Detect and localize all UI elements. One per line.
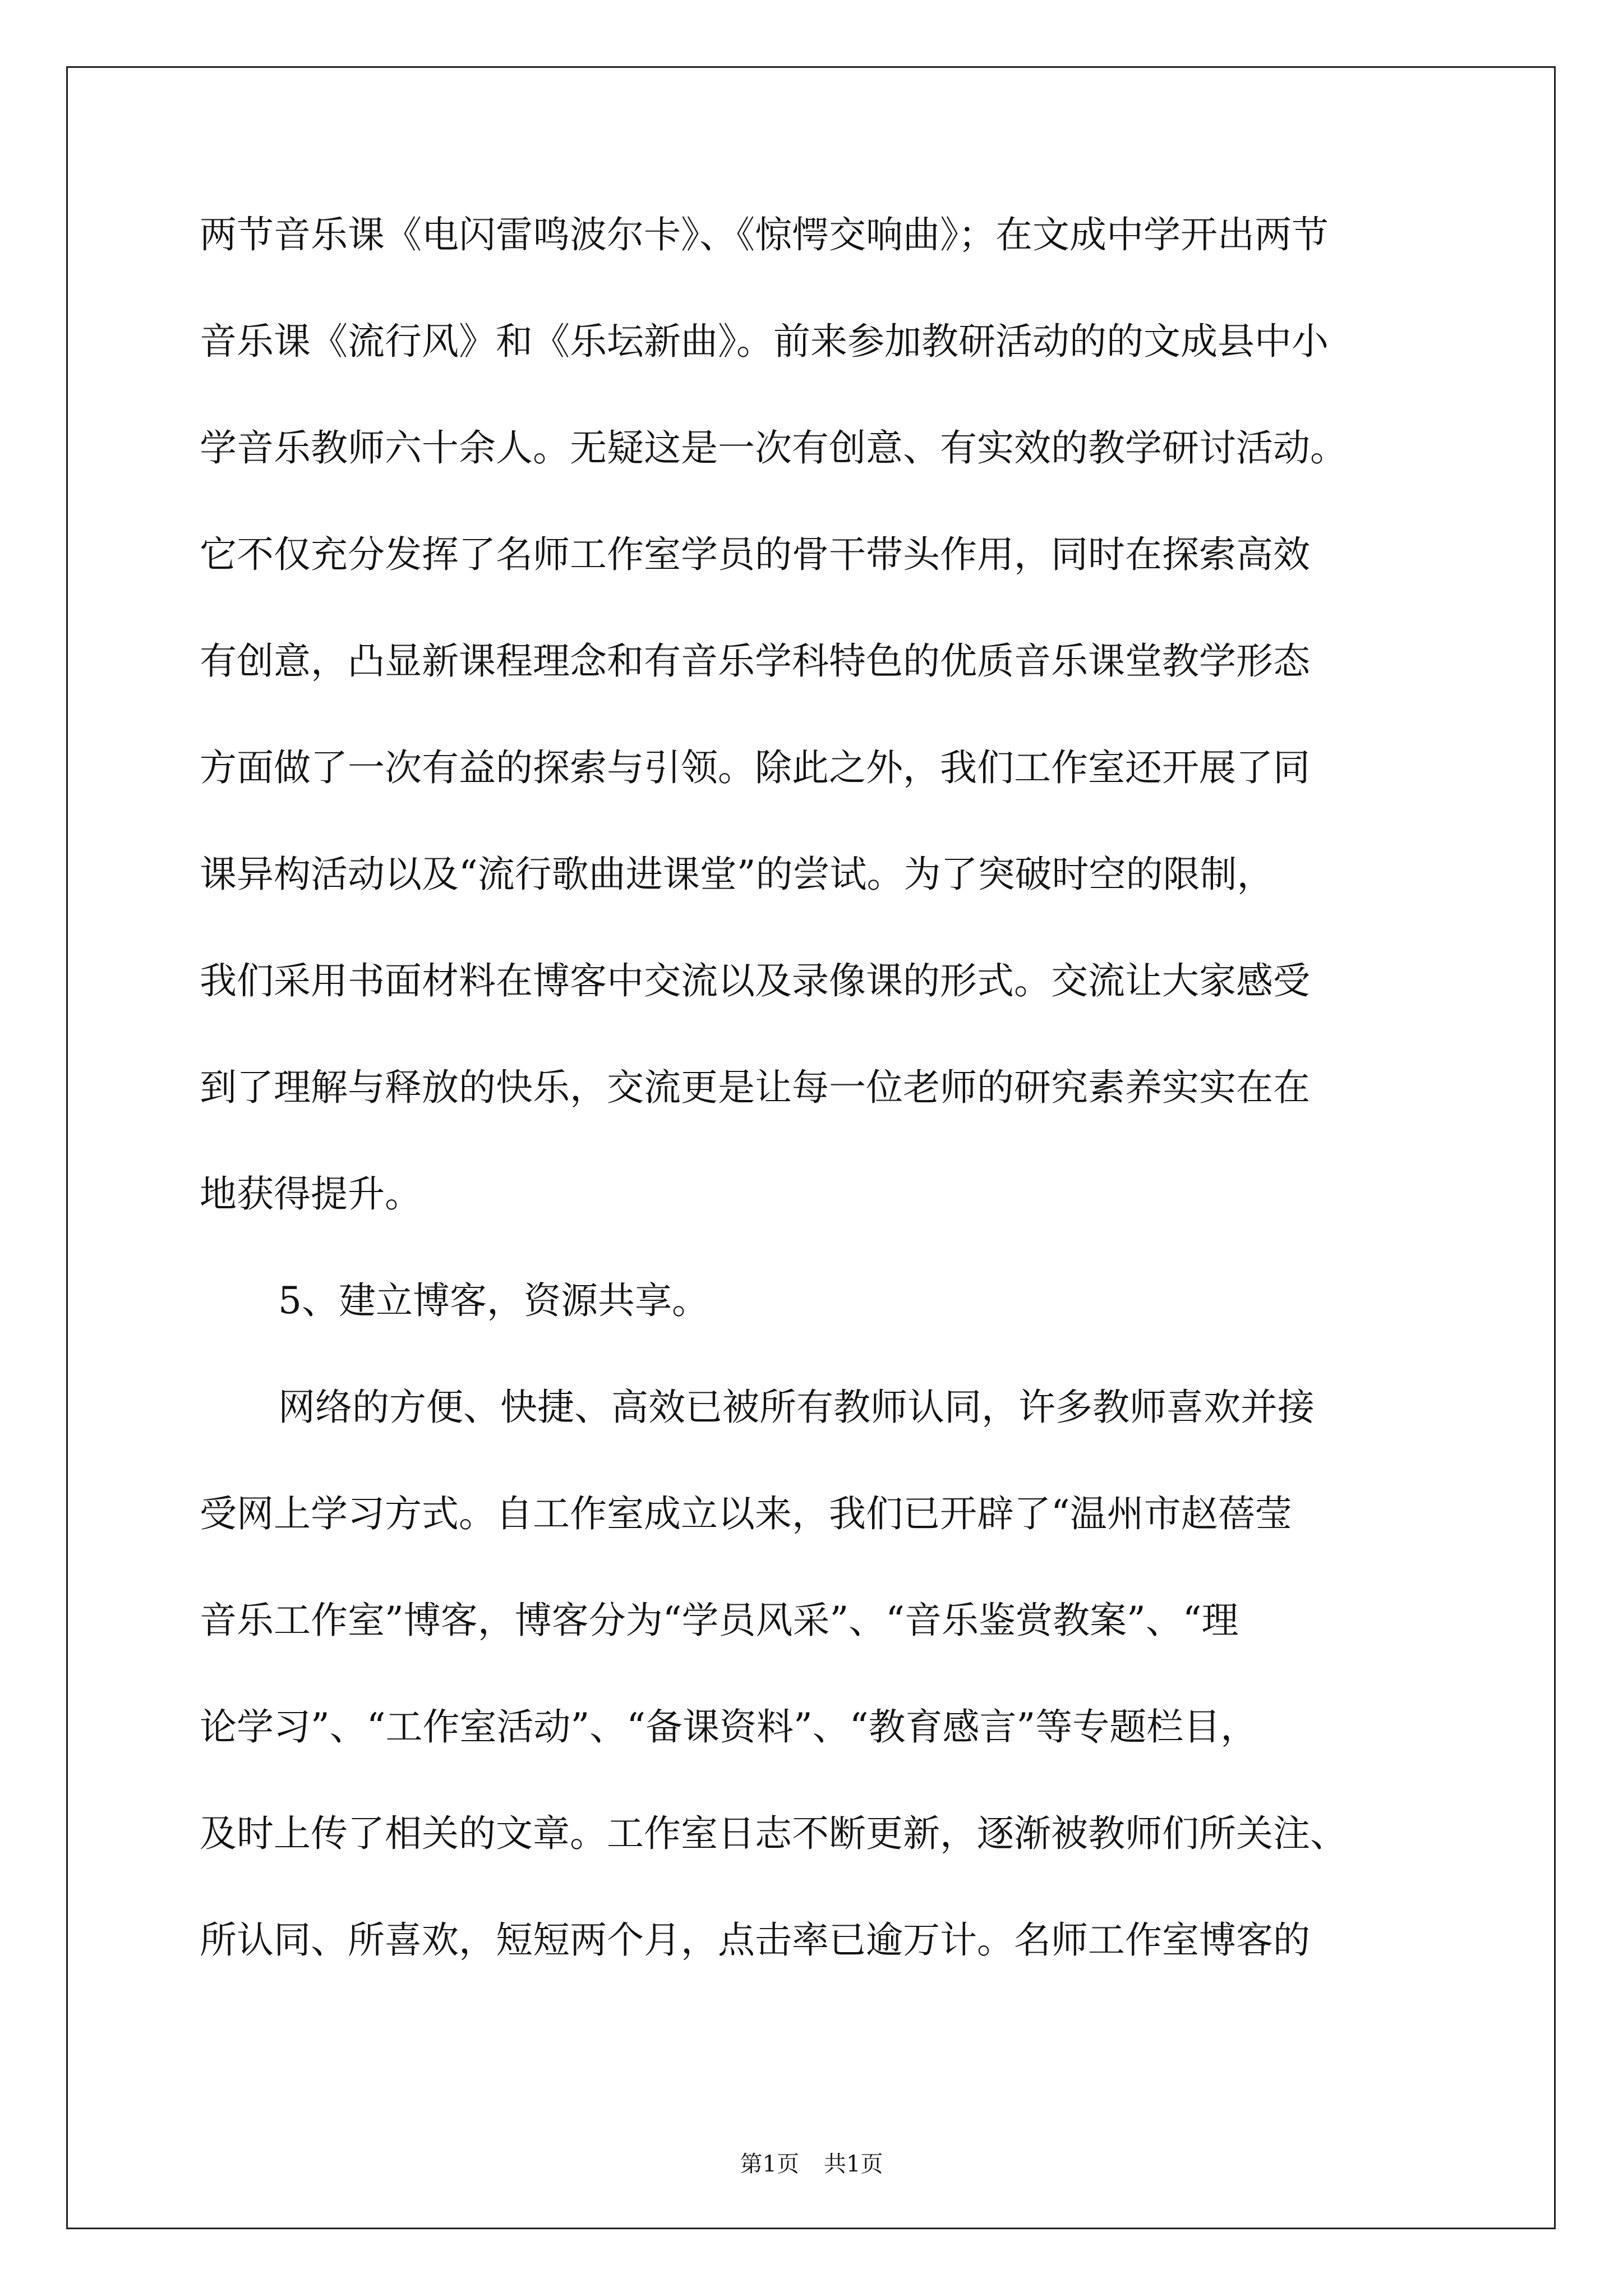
text-line: 我们采用书面材料在博客中交流以及录像课的形式。交流让大家感受: [200, 959, 1310, 1002]
text-line: 学音乐教师六十余人。无疑这是一次有创意、有实效的教学研讨活动。: [200, 426, 1347, 470]
text-line: 受网上学习方式。自工作室成立以来，我们已开辟了“温州市赵蓓莹: [200, 1492, 1292, 1535]
text-line: 音乐工作室”博客，博客分为“学员风采”、“音乐鉴赏教案”、“理: [200, 1599, 1239, 1642]
text-line: 所认同、所喜欢，短短两个月，点击率已逾万计。名师工作室博客的: [200, 1918, 1310, 1962]
text-line: 音乐课《流行风》和《乐坛新曲》。前来参加教研活动的的文成县中小: [200, 320, 1329, 363]
text-line: 它不仅充分发挥了名师工作室学员的骨干带头作用，同时在探索高效: [200, 533, 1310, 576]
text-line: 地获得提升。: [200, 1172, 422, 1216]
page-number-current: 第1页: [740, 2151, 799, 2177]
text-line: 两节音乐课《电闪雷鸣波尔卡》、《惊愕交响曲》；在文成中学开出两节: [200, 213, 1329, 256]
page-number-total: 共1页: [824, 2151, 883, 2177]
text-line: 有创意，凸显新课程理念和有音乐学科特色的优质音乐课堂教学形态: [200, 639, 1310, 683]
page-footer: [0, 2148, 1623, 2180]
text-line: 方面做了一次有益的探索与引领。除此之外，我们工作室还开展了同: [200, 746, 1310, 789]
text-line: 课异构活动以及“流行歌曲进课堂”的尝试。为了突破时空的限制，: [200, 853, 1274, 896]
text-line: 论学习”、“工作室活动”、“备课资料”、“教育感言”等专题栏目，: [200, 1705, 1258, 1749]
page-border: [66, 66, 1556, 2229]
text-line: 网络的方便、快捷、高效已被所有教师认同，许多教师喜欢并接: [278, 1386, 1315, 1429]
text-line: 到了理解与释放的快乐，交流更是让每一位老师的研究素养实实在在: [200, 1066, 1310, 1109]
text-line: 及时上传了相关的文章。工作室日志不断更新，逐渐被教师们所关注、: [200, 1812, 1347, 1855]
section-heading: 5、建立博客，资源共享。: [278, 1279, 709, 1322]
